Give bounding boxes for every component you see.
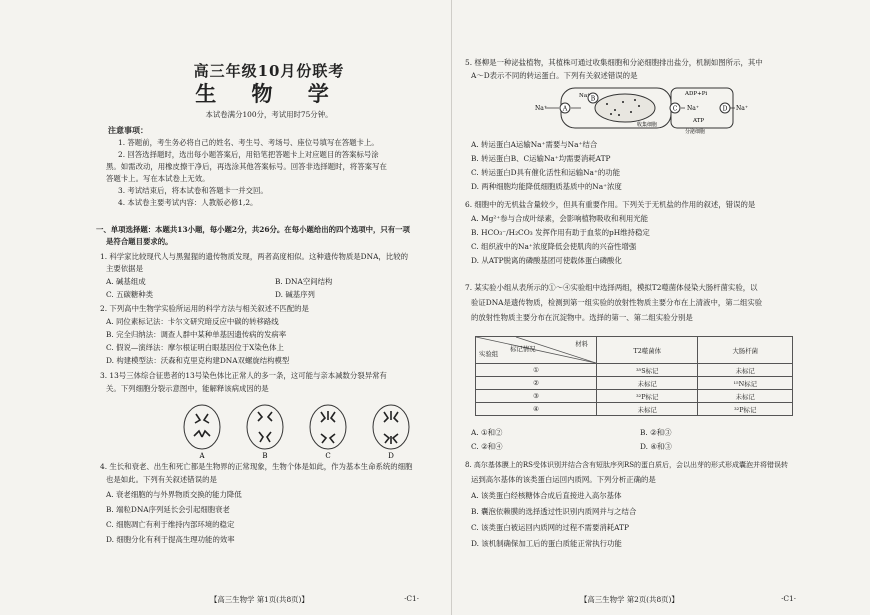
- na-left: Na⁺: [535, 105, 547, 112]
- cell-label-b: B: [262, 452, 268, 460]
- table-row: [476, 403, 793, 416]
- letter-d: D: [722, 105, 728, 113]
- left-page: [96, 0, 438, 615]
- q8-option-d[interactable]: D. 该机制确保加工后的蛋白质能正常执行功能: [471, 539, 622, 548]
- corner-material: 材料: [575, 340, 588, 348]
- table-row: [476, 390, 793, 403]
- collect-cell-label: 收集细胞: [637, 122, 658, 128]
- corner-mark: 标记情况: [510, 345, 536, 353]
- q4-option-a[interactable]: A. 衰老细胞的与外界物质交换的能力降低: [106, 490, 242, 499]
- q3-stem-cont: 关。下列细胞分裂示意图中，能解释该病成因的是: [106, 384, 269, 393]
- row-ecoli: 未标记: [698, 364, 793, 377]
- q6-option-c[interactable]: C. 组织液中的Na⁺浓度降低会使肌肉的兴奋性增强: [471, 242, 637, 251]
- cell-label-c: C: [325, 452, 331, 460]
- cell-d[interactable]: [373, 405, 409, 449]
- letter-a: A: [562, 105, 568, 113]
- vacuole: [595, 94, 655, 122]
- table-row: [476, 377, 793, 390]
- q8-option-a[interactable]: A. 该类蛋白经核糖体合成后直接进入高尔基体: [471, 491, 622, 500]
- atp-label: ATP: [693, 118, 705, 124]
- header-phage: T2噬菌体: [597, 337, 698, 364]
- q4-stem-cont: 也是如此。下列有关叙述错误的是: [106, 475, 217, 484]
- notice-line: 3. 考试结束后，将本试卷和答题卡一并交回。: [118, 186, 268, 195]
- section-heading: 一、单项选择题：本题共13小题，每小题2分，共26分。在每小题给出的四个选项中，只有一项: [96, 225, 410, 234]
- q1-option-a[interactable]: A. 碱基组成: [106, 277, 146, 286]
- q6-option-b[interactable]: B. HCO₃⁻/H₂CO₃ 发挥作用有助于血浆的pH维持稳定: [471, 228, 650, 237]
- secrete-cell-label: 分泌细胞: [685, 129, 706, 134]
- notice-line: 黑。如需改动，用橡皮擦干净后，再选涂其他答案标号。回答非选择题时，将答案写在: [106, 162, 387, 171]
- letter-c: C: [672, 105, 678, 113]
- footer-code-left: ·C1·: [404, 594, 420, 603]
- q5-option-c[interactable]: C. 转运蛋白D具有催化活性和运输Na⁺的功能: [471, 168, 621, 177]
- q8-option-c[interactable]: C. 该类蛋白被运回内质网的过程不需要消耗ATP: [471, 523, 629, 532]
- exam-info: 本试卷满分100分，考试用时75分钟。: [205, 110, 333, 119]
- q1-option-c[interactable]: C. 五碳糖种类: [106, 290, 154, 299]
- row-phage: ³⁵S标记: [597, 364, 698, 377]
- q4-option-b[interactable]: B. 端粒DNA序列延长会引起细胞衰老: [106, 505, 230, 514]
- header-ecoli: 大肠杆菌: [698, 337, 793, 364]
- notice-heading: 注意事项：: [108, 125, 148, 135]
- cell-c[interactable]: [310, 405, 346, 449]
- q1-option-b[interactable]: B. DNA空间结构: [275, 277, 333, 286]
- q8-stem: 8. 高尔基体膜上的RS受体识别并结合含有短肽序列RS的蛋白质后，会以出芽的形式形成囊泡并将错误转: [465, 461, 789, 469]
- q2-option-d[interactable]: D. 构建模型法：沃森和克里克构建DNA双螺旋结构模型: [106, 356, 290, 365]
- cell-division-figure: [180, 402, 430, 460]
- q2-option-c[interactable]: C. 假说—演绎法：摩尔根证明白眼基因位于X染色体上: [106, 343, 284, 352]
- q8-stem-cont: 运到高尔基体的该类蛋白运回内质网。下列分析正确的是: [471, 475, 656, 484]
- row-id: ④: [476, 403, 597, 416]
- salt-gland-figure: [525, 84, 755, 134]
- q1-option-d[interactable]: D. 碱基序列: [275, 290, 315, 299]
- q6-stem: 6. 细胞中的无机盐含量较少，但具有重要作用。下列关于无机盐的作用的叙述，错误的是: [465, 200, 756, 209]
- row-phage: 未标记: [597, 377, 698, 390]
- section-heading-cont: 是符合题目要求的。: [106, 237, 173, 246]
- q4-option-d[interactable]: D. 细胞分化有利于提高生理功能的效率: [106, 535, 235, 544]
- na-mid: Na⁺: [687, 105, 699, 112]
- notice-line: 1. 答题前，考生务必将自己的姓名、考生号、考场号、座位号填写在答题卡上。: [118, 138, 379, 147]
- q7-option-b[interactable]: B. ②和③: [640, 428, 672, 437]
- q5-option-d[interactable]: D. 两种细胞均能降低细胞质基质中的Na⁺浓度: [471, 182, 622, 191]
- q7-option-c[interactable]: C. ②和④: [471, 442, 503, 451]
- row-id: ③: [476, 390, 597, 403]
- q3-stem: 3. 13号三体综合征患者的13号染色体比正常人的多一条，这可能与亲本减数分裂异常有: [100, 371, 387, 380]
- row-ecoli: ¹⁵N标记: [698, 377, 793, 390]
- q7-option-a[interactable]: A. ①和②: [471, 428, 503, 437]
- cell-label-d: D: [388, 452, 394, 460]
- row-phage: ³²P标记: [597, 390, 698, 403]
- row-ecoli: 未标记: [698, 390, 793, 403]
- q5-stem: 5. 柽柳是一种泌盐植物，其植株可通过收集细胞和分泌细胞排出盐分，机制如图所示，其中: [465, 58, 763, 67]
- q7-stem-cont: 验证DNA是遗传物质，检测到第一组实验的放射性物质主要分布在上清液中，第二组实验: [471, 298, 763, 307]
- q7-option-d[interactable]: D. ④和③: [640, 442, 672, 451]
- page-fold-divider: [451, 0, 452, 615]
- row-id: ①: [476, 364, 597, 377]
- q6-option-a[interactable]: A. Mg²⁺参与合成叶绿素，会影响植物吸收和利用光能: [471, 214, 649, 223]
- q8-option-b[interactable]: B. 囊泡依赖膜的选择透过性识别内质网并与之结合: [471, 507, 637, 516]
- q6-option-d[interactable]: D. 从ATP脱离的磷酸基团可使载体蛋白磷酸化: [471, 256, 622, 265]
- q2-option-a[interactable]: A. 同位素标记法：卡尔文研究暗反应中碳的转移路线: [106, 317, 279, 326]
- notice-line: 4. 本试卷主要考试内容：人教版必修1,2。: [118, 198, 258, 207]
- na-right: Na⁺: [736, 105, 748, 112]
- table-corner-cell: [476, 337, 597, 364]
- row-id: ②: [476, 377, 597, 390]
- exam-title: 高三年级10月份联考: [193, 62, 345, 80]
- cell-a[interactable]: [184, 405, 220, 449]
- q7-stem-cont2: 的放射性物质主要分布在沉淀物中。选择的第一、第二组实验分别是: [471, 313, 693, 322]
- row-phage: 未标记: [597, 403, 698, 416]
- table-row: [476, 364, 793, 377]
- row-ecoli: ³²P标记: [698, 403, 793, 416]
- na-inner: Na⁺: [579, 93, 590, 99]
- experiment-table: [475, 336, 793, 416]
- adp-label: ADP+Pi: [685, 91, 708, 97]
- footer-code-right: ·C1·: [781, 594, 797, 603]
- q2-stem: 2. 下列高中生物学实验所运用的科学方法与相关叙述不匹配的是: [100, 304, 309, 313]
- q5-stem-cont: A～D表示不同的转运蛋白。下列有关叙述错误的是: [471, 71, 638, 80]
- q1-stem-cont: 主要依据是: [106, 264, 143, 273]
- q5-option-a[interactable]: A. 转运蛋白A运输Na⁺需要与Na⁺结合: [471, 140, 598, 149]
- q7-stem: 7. 某实验小组从表所示的①～④实验组中选择两组，模拟T2噬菌体侵染大肠杆菌实验，以: [465, 283, 758, 292]
- letter-b: B: [590, 95, 596, 103]
- notice-line: 答题卡上。写在本试卷上无效。: [106, 174, 210, 183]
- footer-right: 【高三生物学 第2页(共8页)】: [580, 595, 679, 604]
- q4-stem: 4. 生长和衰老、出生和死亡都是生物界的正常现象，生物个体是如此，作为基本生命系统的细胞: [100, 462, 413, 471]
- cell-b[interactable]: [247, 405, 283, 449]
- footer-left: 【高三生物学 第1页(共8页)】: [210, 595, 309, 604]
- q5-option-b[interactable]: B. 转运蛋白B、C运输Na⁺均需要消耗ATP: [471, 154, 611, 163]
- q4-option-c[interactable]: C. 细胞凋亡有利于维持内部环境的稳定: [106, 520, 235, 529]
- right-page: [465, 0, 805, 615]
- q2-option-b[interactable]: B. 完全归纳法：调查人群中某种单基因遗传病的发病率: [106, 330, 287, 339]
- q1-stem: 1. 科学家比较现代人与黑猩猩的遗传物质发现，两者高度相似。这种遗传物质是DNA，比较的: [100, 252, 408, 261]
- subject-title: 生 物 学: [195, 81, 343, 106]
- notice-line: 2. 回答选择题时，选出每小题答案后，用铅笔把答题卡上对应题目的答案标号涂: [118, 150, 379, 159]
- cell-label-a: A: [199, 452, 205, 460]
- corner-group: 实验组: [479, 350, 499, 358]
